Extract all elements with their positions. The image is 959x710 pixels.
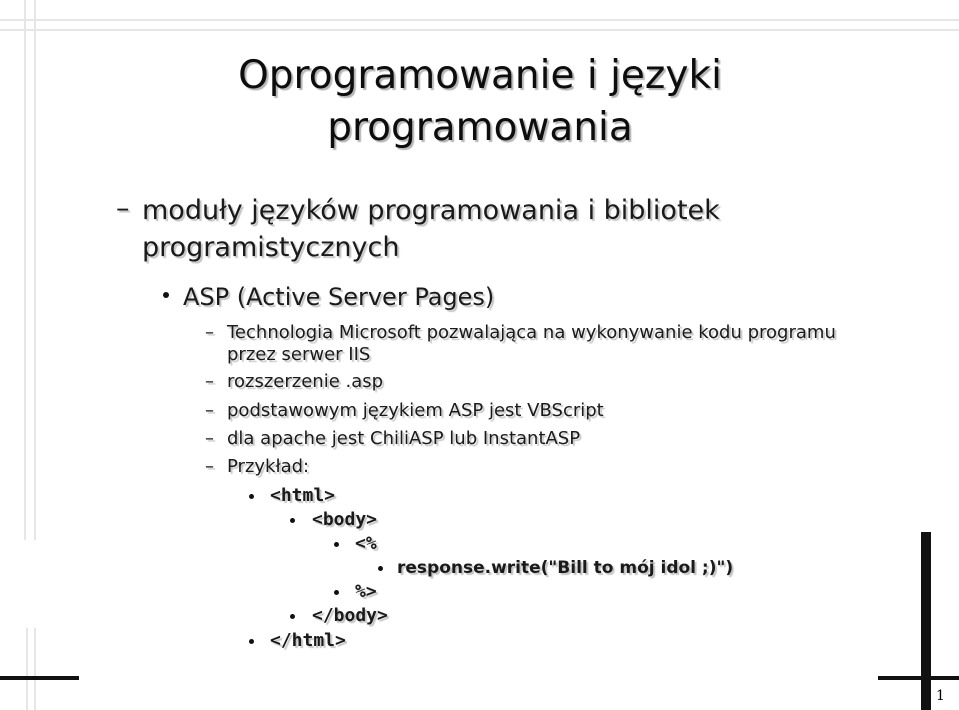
code-line-body-open: <body> [312,509,378,530]
level1-dash-marker: – [116,193,130,224]
code-line-body-close: </body> [312,605,388,626]
level3-text-1-line-1: Technologia Microsoft pozwalająca na wykonywanie kodu programu [227,322,836,343]
level3-text-3: podstawowym językiem ASP jest VBScript [227,400,604,421]
slide-title [120,50,840,154]
level2-bullet-icon [163,292,169,298]
level2-text: ASP (Active Server Pages) [183,283,495,311]
title-line-2: programowania [327,105,633,150]
level3-text-4: dla apache jest ChiliASP lub InstantASP [227,428,581,449]
right-vertical-bar [921,532,931,710]
code-line-asp-close: %> [355,581,377,602]
left-decorative-rule [24,0,38,540]
level3-marker-3: – [205,400,214,421]
code-bullet-icon-1 [249,494,254,499]
level3-text-1-line-2: przez serwer IIS [227,344,371,365]
level3-text-5: Przykład: [227,456,310,477]
page-number: 1 [936,688,945,704]
bottom-right-bar [878,676,959,680]
level3-text-2: rozszerzenie .asp [227,371,384,392]
code-bullet-icon-2 [290,518,295,523]
level3-marker-5: – [205,456,214,477]
level1-text-line-1: moduły języków programowania i bibliotek [142,195,720,226]
code-line-html-close: </html> [270,630,346,651]
level3-marker-4: – [205,428,214,449]
level3-marker-1: – [205,322,214,343]
code-bullet-icon-3 [334,542,339,547]
level3-marker-2: – [205,371,214,392]
code-line-asp-open: <% [355,533,377,554]
title-line-1: Oprogramowanie i języki [238,53,722,98]
left-decorative-rule-bottom [26,628,36,710]
code-line-html-open: <html> [270,485,336,506]
code-bullet-icon-7 [249,639,254,644]
code-bullet-icon-6 [290,614,295,619]
top-decorative-line [0,19,959,31]
level1-text-line-2: programistycznych [142,232,400,263]
code-bullet-icon-4 [378,566,383,571]
code-line-response-write: response.write("Bill to mój idol ;)") [397,558,734,578]
bottom-left-bar [0,676,79,680]
code-bullet-icon-5 [334,590,339,595]
